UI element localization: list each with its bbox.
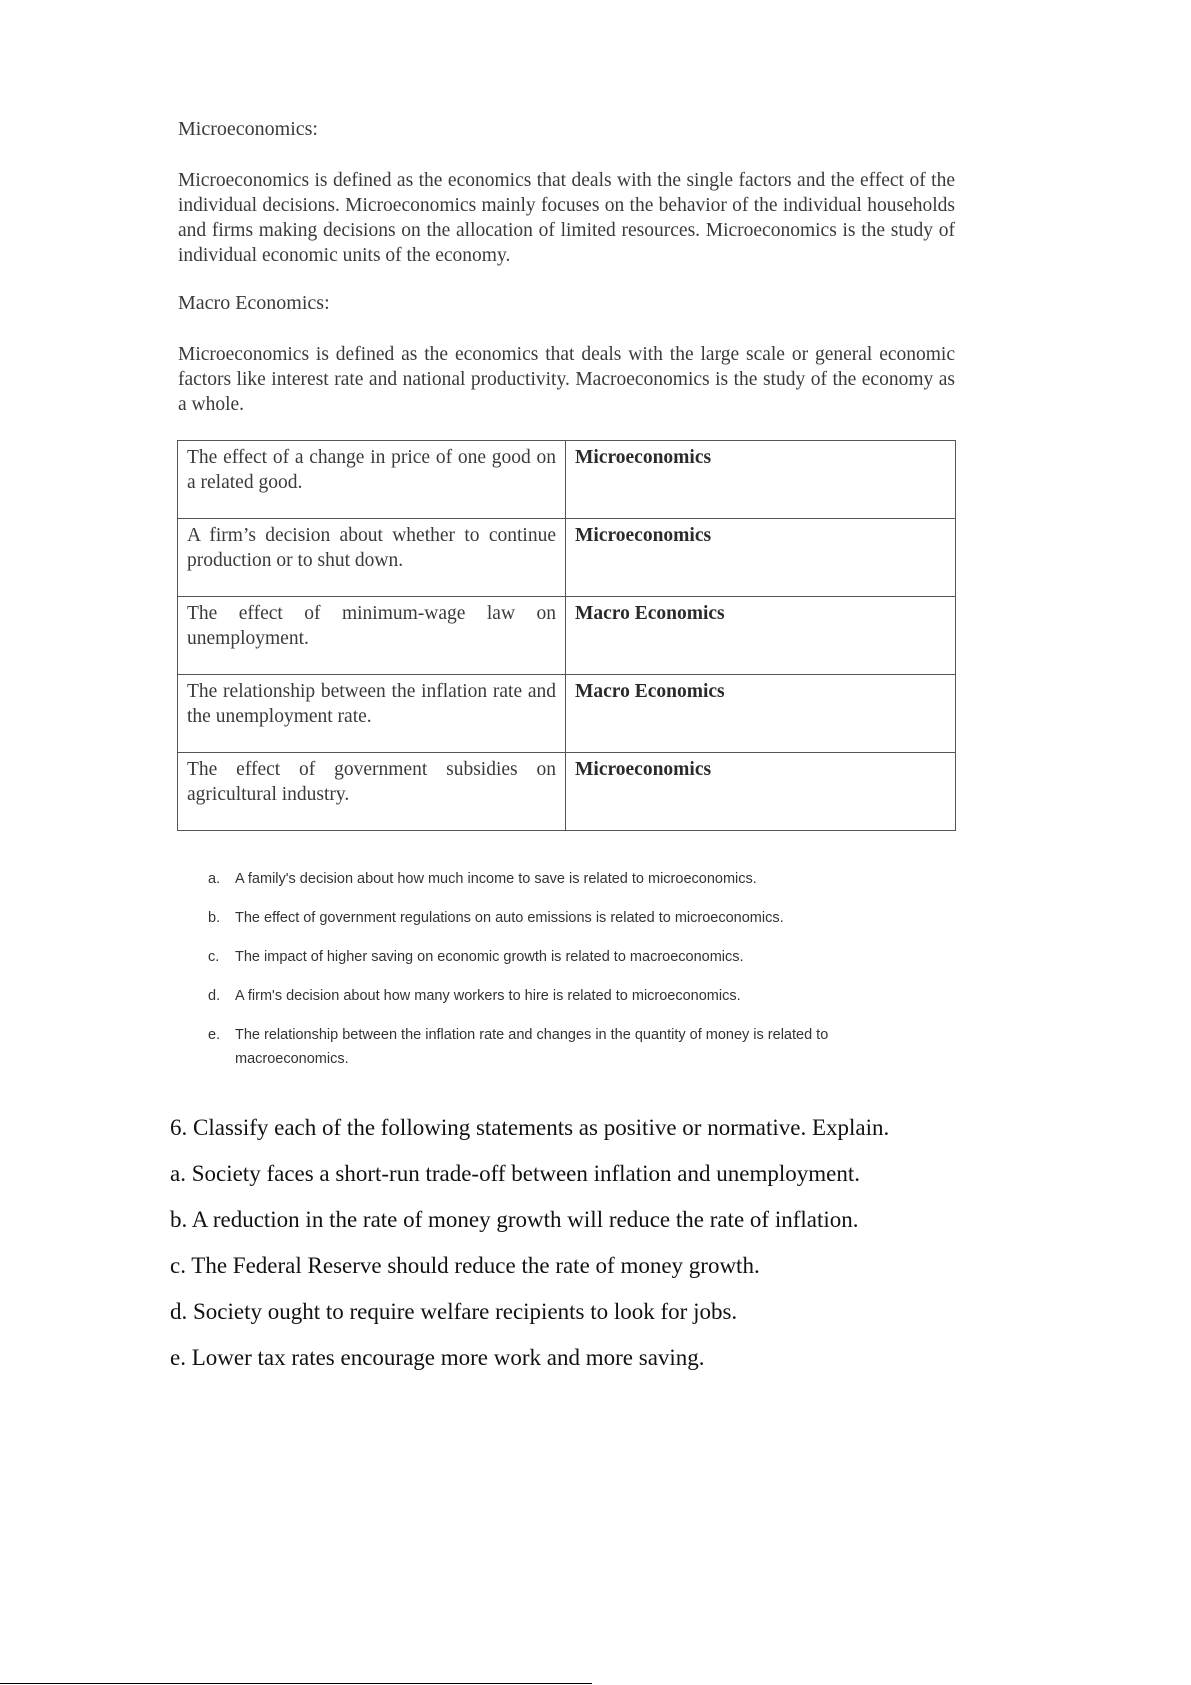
- question-6-item-d: d. Society ought to require welfare recipients to look for jobs.: [170, 1299, 738, 1324]
- macroeconomics-definition: Microeconomics is defined as the economics that deals with the large scale or general economic factors like interest rate and national productivity. Macroeconomics is the study of the economy as a whole.: [178, 344, 955, 415]
- list-item-text: The effect of government regulations on auto emissions is related to microeconomics.: [235, 910, 784, 926]
- list-marker: b.: [208, 910, 221, 926]
- table-answer-cell: Macro Economics: [566, 597, 956, 675]
- table-statement-cell: The effect of government subsidies on agricultural industry.: [178, 753, 566, 831]
- list-item: [205, 984, 905, 1008]
- table-statement-cell: The effect of a change in price of one good on a related good.: [178, 441, 566, 519]
- list-item: [205, 1023, 905, 1071]
- table-answer-cell: Microeconomics: [566, 441, 956, 519]
- table-answer-cell: Microeconomics: [566, 753, 956, 831]
- list-item: [205, 867, 905, 891]
- list-item-text: The relationship between the inflation rate and changes in the quantity of money is related to macroeconomics.: [235, 1027, 829, 1067]
- question-6-item-a: a. Society faces a short-run trade-off between inflation and unemployment.: [170, 1161, 860, 1186]
- macroeconomics-heading: Macro Economics:: [178, 292, 330, 314]
- list-item-text: A firm's decision about how many workers to hire is related to microeconomics.: [235, 988, 741, 1004]
- table-statement-cell: A firm’s decision about whether to continue production or to shut down.: [178, 519, 566, 597]
- question-6-item-c: c. The Federal Reserve should reduce the rate of money growth.: [170, 1253, 760, 1278]
- question-6-prompt: 6. Classify each of the following statements as positive or normative. Explain.: [170, 1115, 890, 1140]
- list-marker: e.: [208, 1027, 221, 1043]
- question-6-item-b: b. A reduction in the rate of money growth will reduce the rate of inflation.: [170, 1207, 859, 1232]
- table-answer-cell: Macro Economics: [566, 675, 956, 753]
- list-marker: c.: [208, 949, 220, 965]
- microeconomics-heading: Microeconomics:: [178, 118, 318, 140]
- microeconomics-definition: Microeconomics is defined as the economics that deals with the single factors and the effect of the individual decisions. Microeconomics mainly focuses on the behavior of the individual households and firms making decisions on the allocation of limited resources. Microeconomics is the study of individual economic units of the economy.: [178, 170, 955, 266]
- list-item: [205, 906, 905, 930]
- question-6: [170, 1110, 1030, 1386]
- table-statement-cell: The relationship between the inflation rate and the unemployment rate.: [178, 675, 566, 753]
- footer-divider: [0, 1683, 592, 1684]
- table-statement-cell: The effect of minimum-wage law on unemployment.: [178, 597, 566, 675]
- list-item: [205, 945, 905, 969]
- list-marker: d.: [208, 988, 221, 1004]
- table-answer-cell: Microeconomics: [566, 519, 956, 597]
- question-6-item-e: e. Lower tax rates encourage more work and more saving.: [170, 1345, 705, 1370]
- list-item-text: A family's decision about how much income to save is related to microeconomics.: [235, 871, 757, 887]
- list-marker: a.: [208, 871, 221, 887]
- table-row: [178, 675, 956, 753]
- table-row: [178, 441, 956, 519]
- table-row: [178, 753, 956, 831]
- answers-list: [205, 867, 905, 1086]
- table-row: [178, 597, 956, 675]
- table-row: [178, 519, 956, 597]
- list-item-text: The impact of higher saving on economic growth is related to macroeconomics.: [235, 949, 744, 965]
- classification-table: [177, 440, 956, 831]
